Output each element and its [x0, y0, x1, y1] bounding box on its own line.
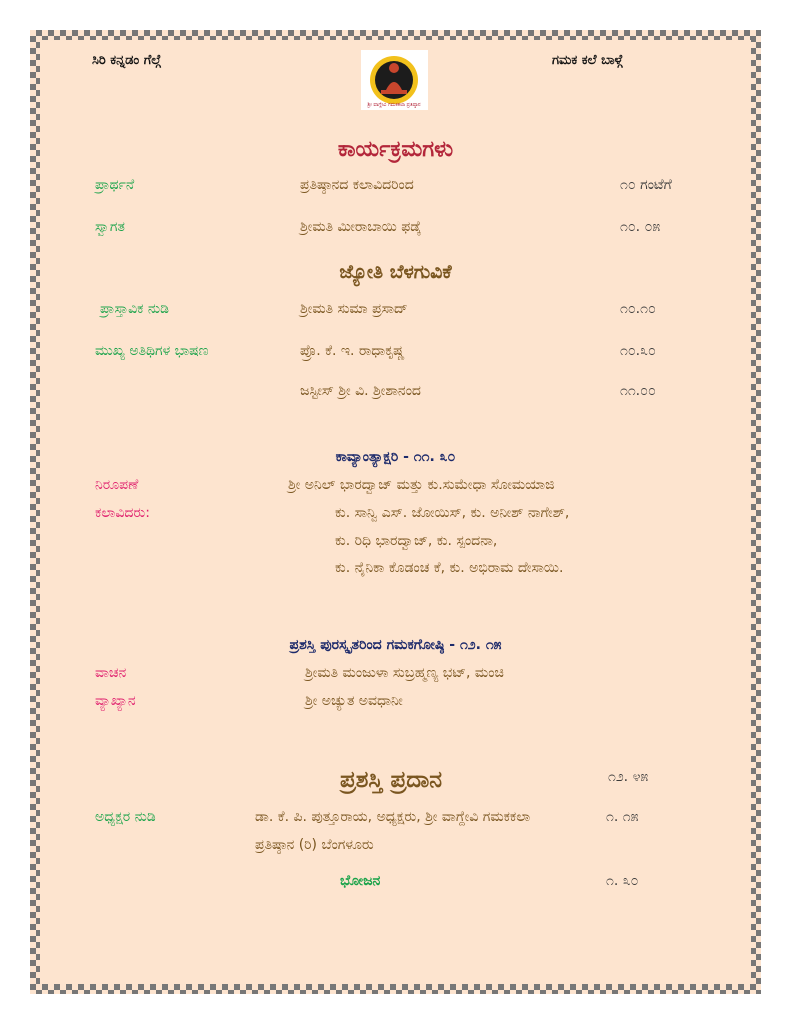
bhojana-time: ೧. ೩೦ [606, 873, 639, 889]
section-heading-kavya: ಕಾವ್ಯಾಂತ್ಯಾಕ್ಷರಿ - ೧೧. ೩೦ [335, 449, 456, 465]
row-label-mukhya-atithi: ಮುಖ್ಯ ಅತಿಥಿಗಳ ಭಾಷಣ [95, 343, 209, 359]
row-person-prarthane: ಪ್ರತಿಷ್ಠಾನದ ಕಲಾವಿದರಿಂದ [300, 177, 414, 193]
bhojana-label: ಭೋಜನ [340, 873, 381, 889]
row-time-justice: ೧೧.೦೦ [620, 383, 656, 399]
logo [361, 50, 428, 110]
adhyaksha-label: ಅಧ್ಯಕ್ಷರ ನುಡಿ [95, 809, 156, 825]
section-heading-gamaka: ಪ್ರಶಸ್ತಿ ಪುರಸ್ಕೃತರಿಂದ ಗಮಕಗೋಷ್ಠಿ - ೧೨. ೧೫ [289, 637, 502, 653]
logo-emblem-icon [361, 50, 428, 110]
niroopane-label: ನಿರೂಪಣೆ [95, 477, 139, 493]
artists-line-2: ಕು. ರಿಧಿ ಭಾರದ್ವಾಜ್, ಕು. ಸ್ಪಂದನಾ, [335, 533, 498, 549]
row-time-prastavika: ೧೦.೧೦ [620, 301, 656, 317]
row-time-swagata: ೧೦. ೦೫ [620, 219, 661, 235]
logo-caption: ಶ್ರೀ ವಾಗ್ದೇವಿ ಗಮಕಕಲಾ ಪ್ರತಿಷ್ಠಾನ [367, 102, 421, 108]
adhyaksha-line-2: ಪ್ರತಿಷ್ಠಾನ (ರಿ) ಬೆಂಗಳೂರು [255, 837, 374, 853]
header-left-motto: ಸಿರಿ ಕನ್ನಡಂ ಗೆಲ್ಗೆ [92, 53, 161, 68]
artists-line-3: ಕು. ನೈನಿಕಾ ಕೊಡಂಚ ಕೆ, ಕು. ಅಭಿರಾಮ ದೇಸಾಯಿ. [335, 560, 564, 576]
artists-label: ಕಲಾವಿದರು: [95, 505, 150, 521]
header-right-motto: ಗಮಕ ಕಲೆ ಬಾಳ್ಗೆ [552, 53, 623, 68]
row-label-swagata: ಸ್ವಾಗತ [95, 219, 125, 235]
vyakhyana-value: ಶ್ರೀ ಅಚ್ಯುತ ಅವಧಾನೀ [305, 693, 403, 709]
row-label-prastavika: ಪ್ರಾಸ್ತಾವಿಕ ನುಡಿ [100, 301, 169, 317]
niroopane-value: ಶ್ರೀ ಅನಿಲ್ ಭಾರದ್ವಾಜ್ ಮತ್ತು ಕು.ಸುಮೇಧಾ ಸೋಮಯಾಜಿ [288, 477, 555, 493]
row-person-prastavika: ಶ್ರೀಮತಿ ಸುಮಾ ಪ್ರಸಾದ್ [300, 301, 408, 317]
adhyaksha-line-1: ಡಾ. ಕೆ. ಪಿ. ಪುತ್ತೂರಾಯ, ಅಧ್ಯಕ್ಷರು, ಶ್ರೀ ವಾಗ್ದೇವಿ ಗಮಕಕಲಾ [255, 809, 531, 825]
row-time-prarthane: ೧೦ ಗಂಟೆಗೆ [620, 177, 672, 193]
row-time-mukhya-atithi: ೧೦.೩೦ [620, 343, 656, 359]
vachana-label: ವಾಚನ [95, 665, 127, 681]
section-heading-award: ಪ್ರಶಸ್ತಿ ಪ್ರದಾನ [340, 767, 443, 793]
adhyaksha-time: ೧. ೧೫ [606, 809, 639, 825]
section-heading-jyothi: ಜ್ಯೋತಿ ಬೆಳಗುವಿಕೆ [339, 261, 452, 283]
page-title: ಕಾರ್ಯಕ್ರಮಗಳು [337, 137, 454, 162]
row-label-prarthane: ಪ್ರಾರ್ಥನೆ [95, 177, 135, 193]
award-time: ೧೨. ೪೫ [608, 769, 649, 785]
vyakhyana-label: ವ್ಯಾಖ್ಯಾನ [95, 693, 136, 709]
row-person-mukhya-atithi: ಪ್ರೊ. ಕೆ. ಇ. ರಾಧಾಕೃಷ್ಣ [300, 343, 405, 359]
artists-line-1: ಕು. ಸಾನ್ವಿ ಎಸ್. ಜೋಯಿಸ್, ಕು. ಅನೀಶ್ ನಾಗೇಶ್, [335, 505, 570, 521]
row-person-swagata: ಶ್ರೀಮತಿ ಮೀರಾಬಾಯಿ ಫಡ್ಕೆ [300, 219, 422, 235]
row-person-justice: ಜಸ್ಟೀಸ್ ಶ್ರೀ ವಿ. ಶ್ರೀಶಾನಂದ [300, 383, 421, 399]
vachana-value: ಶ್ರೀಮತಿ ಮಂಜುಳಾ ಸುಬ್ರಹ್ಮಣ್ಯ ಭಟ್, ಮಂಚಿ [305, 665, 504, 681]
